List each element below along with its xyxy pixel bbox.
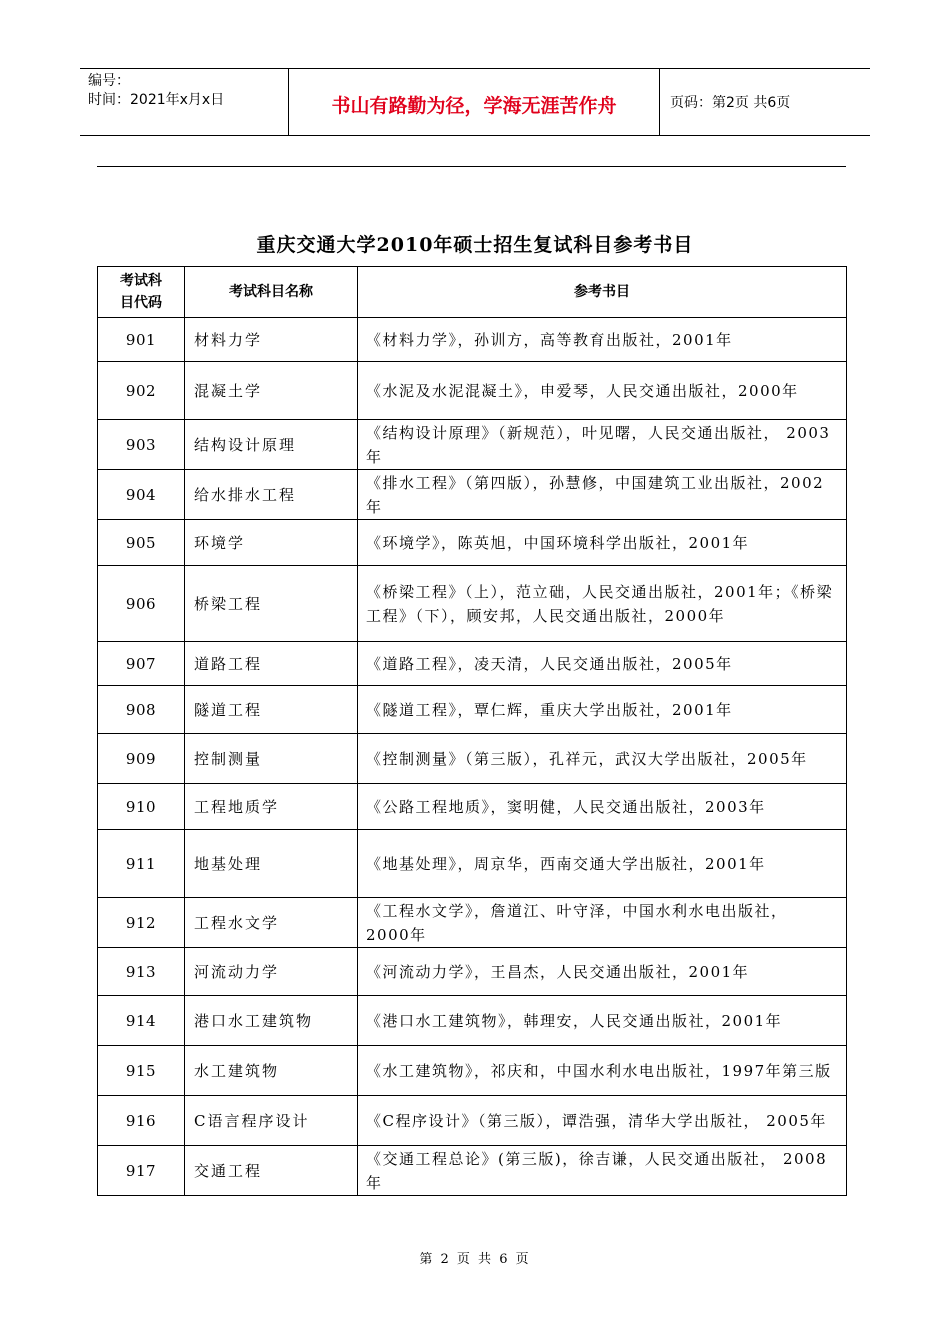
table-header-row <box>98 267 847 318</box>
header-name: 考试科目名称 <box>185 267 358 318</box>
row-ref: 《港口水工建筑物》，韩理安，人民交通出版社，2001年 <box>358 996 847 1046</box>
row-name: 工程地质学 <box>185 784 358 830</box>
row-ref: 《工程水文学》，詹道江、叶守泽，中国水利水电出版社， 2000年 <box>358 898 847 948</box>
row-ref: 《交通工程总论》(第三版)，徐吉谦，人民交通出版社， 2008年 <box>358 1146 847 1196</box>
table-row <box>98 1146 847 1196</box>
row-code: 902 <box>98 362 185 420</box>
row-name: 给水排水工程 <box>185 470 358 520</box>
table-row <box>98 470 847 520</box>
table-row <box>98 1096 847 1146</box>
row-code: 912 <box>98 898 185 948</box>
row-ref: 《材料力学》，孙训方，高等教育出版社，2001年 <box>358 318 847 362</box>
row-name: 桥梁工程 <box>185 566 358 642</box>
row-name: 混凝土学 <box>185 362 358 420</box>
row-code: 901 <box>98 318 185 362</box>
row-ref: 《环境学》，陈英旭，中国环境科学出版社，2001年 <box>358 520 847 566</box>
row-name: 隧道工程 <box>185 686 358 734</box>
table-row <box>98 948 847 996</box>
table-row <box>98 420 847 470</box>
row-code: 913 <box>98 948 185 996</box>
table-row <box>98 830 847 898</box>
page-footer: 第 2 页 共 6 页 <box>419 1252 531 1267</box>
table-body <box>98 318 847 1196</box>
number-label: 编号： <box>88 73 130 89</box>
row-name: 工程水文学 <box>185 898 358 948</box>
row-code: 906 <box>98 566 185 642</box>
header-code-line: 目代码 <box>120 295 162 311</box>
row-name: 控制测量 <box>185 734 358 784</box>
table-row <box>98 686 847 734</box>
row-ref: 《隧道工程》，覃仁辉，重庆大学出版社，2001年 <box>358 686 847 734</box>
row-name: C语言程序设计 <box>185 1096 358 1146</box>
row-code: 907 <box>98 642 185 686</box>
table-row <box>98 898 847 948</box>
table-row <box>98 734 847 784</box>
row-ref: 《道路工程》，凌天清，人民交通出版社，2005年 <box>358 642 847 686</box>
header-divider <box>97 166 846 167</box>
row-code: 914 <box>98 996 185 1046</box>
table-row <box>98 520 847 566</box>
row-ref: 《水工建筑物》，祁庆和，中国水利水电出版社，1997年第三版 <box>358 1046 847 1096</box>
row-name: 交通工程 <box>185 1146 358 1196</box>
page-title: 重庆交通大学2010年硕士招生复试科目参考书目 <box>256 234 694 256</box>
row-code: 916 <box>98 1096 185 1146</box>
row-code: 910 <box>98 784 185 830</box>
row-code: 903 <box>98 420 185 470</box>
row-name: 河流动力学 <box>185 948 358 996</box>
row-ref: 《控制测量》（第三版），孔祥元，武汉大学出版社，2005年 <box>358 734 847 784</box>
row-code: 911 <box>98 830 185 898</box>
header-table <box>80 68 870 136</box>
header-ref: 参考书目 <box>358 267 847 318</box>
row-name: 水工建筑物 <box>185 1046 358 1096</box>
row-name: 道路工程 <box>185 642 358 686</box>
row-ref: 《公路工程地质》，窦明健，人民交通出版社，2003年 <box>358 784 847 830</box>
row-ref: 《河流动力学》，王昌杰，人民交通出版社，2001年 <box>358 948 847 996</box>
row-ref: 《地基处理》，周京华，西南交通大学出版社，2001年 <box>358 830 847 898</box>
row-name: 港口水工建筑物 <box>185 996 358 1046</box>
table-row <box>98 1046 847 1096</box>
row-ref: 《C程序设计》（第三版），谭浩强，清华大学出版社， 2005年 <box>358 1096 847 1146</box>
row-ref: 《桥梁工程》（上），范立础，人民交通出版社，2001年；《桥梁工程》（下），顾安邦，人民交通出版社，2000年 <box>358 566 847 642</box>
time-label: 时间：2021年x月x日 <box>88 92 225 108</box>
table-row <box>98 566 847 642</box>
reference-table <box>97 266 847 1196</box>
row-code: 905 <box>98 520 185 566</box>
row-name: 材料力学 <box>185 318 358 362</box>
header-code-line: 考试科 <box>120 273 162 289</box>
row-code: 904 <box>98 470 185 520</box>
row-ref: 《排水工程》（第四版），孙慧修，中国建筑工业出版社，2002年 <box>358 470 847 520</box>
page-info: 页码：第2页 共6页 <box>660 69 871 136</box>
table-row <box>98 996 847 1046</box>
row-ref: 《水泥及水泥混凝土》，申爱琴，人民交通出版社，2000年 <box>358 362 847 420</box>
row-name: 环境学 <box>185 520 358 566</box>
row-name: 结构设计原理 <box>185 420 358 470</box>
row-code: 917 <box>98 1146 185 1196</box>
motto: 书山有路勤为径，学海无涯苦作舟 <box>289 69 660 136</box>
table-row <box>98 318 847 362</box>
table-row <box>98 362 847 420</box>
table-row <box>98 642 847 686</box>
row-name: 地基处理 <box>185 830 358 898</box>
table-row <box>98 784 847 830</box>
header-code <box>98 267 185 318</box>
header-meta <box>80 69 289 136</box>
row-code: 908 <box>98 686 185 734</box>
row-code: 915 <box>98 1046 185 1096</box>
row-code: 909 <box>98 734 185 784</box>
row-ref: 《结构设计原理》（新规范），叶见曙，人民交通出版社， 2003年 <box>358 420 847 470</box>
